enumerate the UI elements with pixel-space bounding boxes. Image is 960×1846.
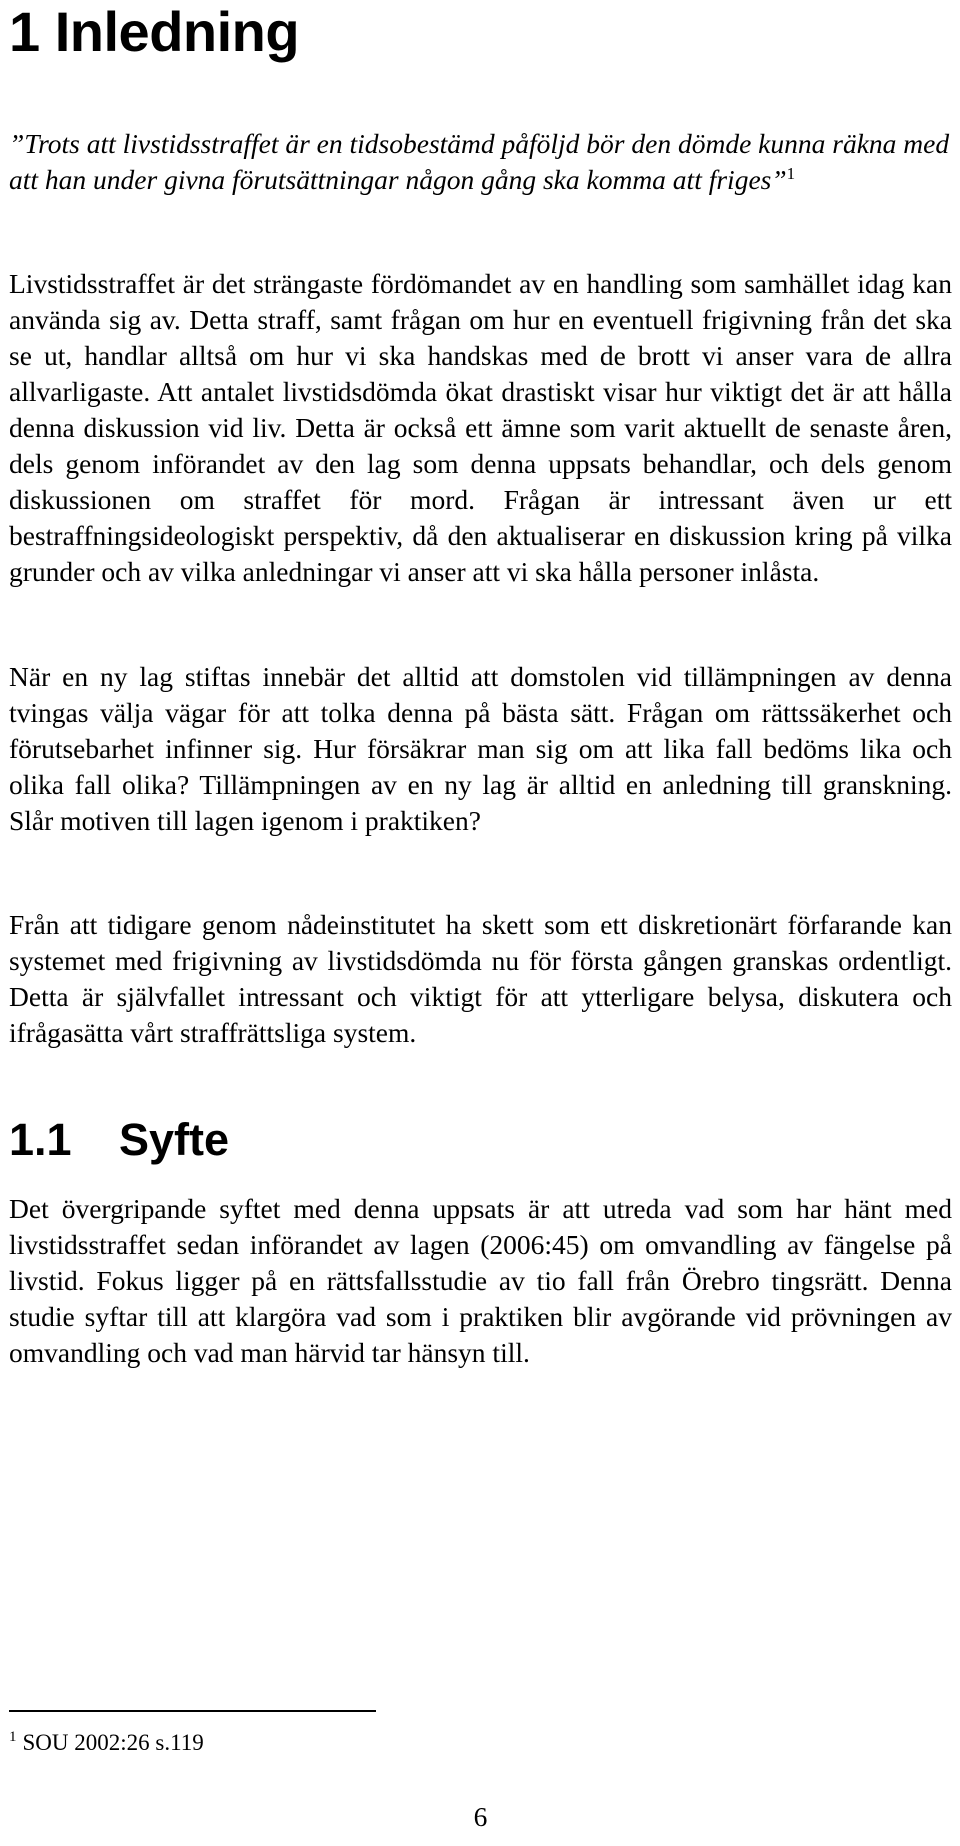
section-title: Syfte — [119, 1114, 230, 1165]
footnote-text: SOU 2002:26 s.119 — [22, 1730, 204, 1755]
footnote-divider — [9, 1710, 376, 1712]
chapter-heading — [9, 0, 299, 64]
page-number: 6 — [473, 1801, 488, 1832]
footnote-reference[interactable]: 1 — [786, 163, 796, 183]
opening-quote — [9, 126, 952, 198]
chapter-title: Inledning — [54, 0, 300, 63]
chapter-number: 1 — [9, 0, 40, 63]
quote-text: ”Trots att livstidsstraffet är en tidsobestämd påföljd bör den dömde kunna räkna med att han under givna förutsättningar någon gång ska komma att friges” — [9, 128, 950, 195]
section-heading — [9, 1114, 229, 1166]
section-number: 1.1 — [9, 1114, 72, 1165]
intro-paragraph-2: När en ny lag stiftas innebär det alltid att domstolen vid tillämpningen av denna tvingas välja vägar för att tolka denna på bästa sätt. Frågan om rättssäkerhet och förutsebarhet infinner sig. Hur försäkrar man sig om att lika fall bedöms lika och olika fall olika? Tillämpningen av en ny lag är alltid en anledning till granskning. Slår motiven till lagen igenom i praktiken? — [9, 661, 952, 836]
intro-paragraph-3: Från att tidigare genom nådeinstitutet ha skett som ett diskretionärt förfarande kan systemet med frigivning av livstidsdömda nu för första gången granskas ordentligt. Detta är självfallet intressant och viktigt för att ytterligare belysa, diskutera och ifrågasätta vårt straffrättsliga system. — [9, 909, 952, 1048]
footnote-marker: 1 — [9, 1729, 17, 1746]
footnote — [9, 1728, 204, 1758]
purpose-paragraph: Det övergripande syftet med denna uppsats är att utreda vad som har hänt med livstidsstraffet sedan införandet av lagen (2006:45) om omvandling av fängelse på livstid. Fokus ligger på en rättsfallsstudie av tio fall från Örebro tingsrätt. Denna studie syftar till att klargöra vad som i praktiken blir avgörande vid prövningen av omvandling och vad man härvid tar hänsyn till. — [9, 1193, 952, 1368]
intro-paragraph-1: Livstidsstraffet är det strängaste fördömandet av en handling som samhället idag kan använda sig av. Detta straff, samt frågan om hur en eventuell frigivning från det ska se ut, handlar alltså om hur vi ska handskas med de brott vi anser vara de allra allvarligaste. Att antalet livstidsdömda ökat drastiskt visar hur viktigt det är att hålla denna diskussion vid liv. Detta är också ett ämne som varit aktuellt de senaste åren, dels genom införandet av den lag som denna uppsats behandlar, och dels genom diskussionen om straffet för mord. Frågan är intressant även ur ett bestraffningsideologiskt perspektiv, då den aktualiserar en diskussion kring på vilka grunder och av vilka anledningar vi anser att vi ska hålla personer inlåsta. — [9, 268, 952, 587]
